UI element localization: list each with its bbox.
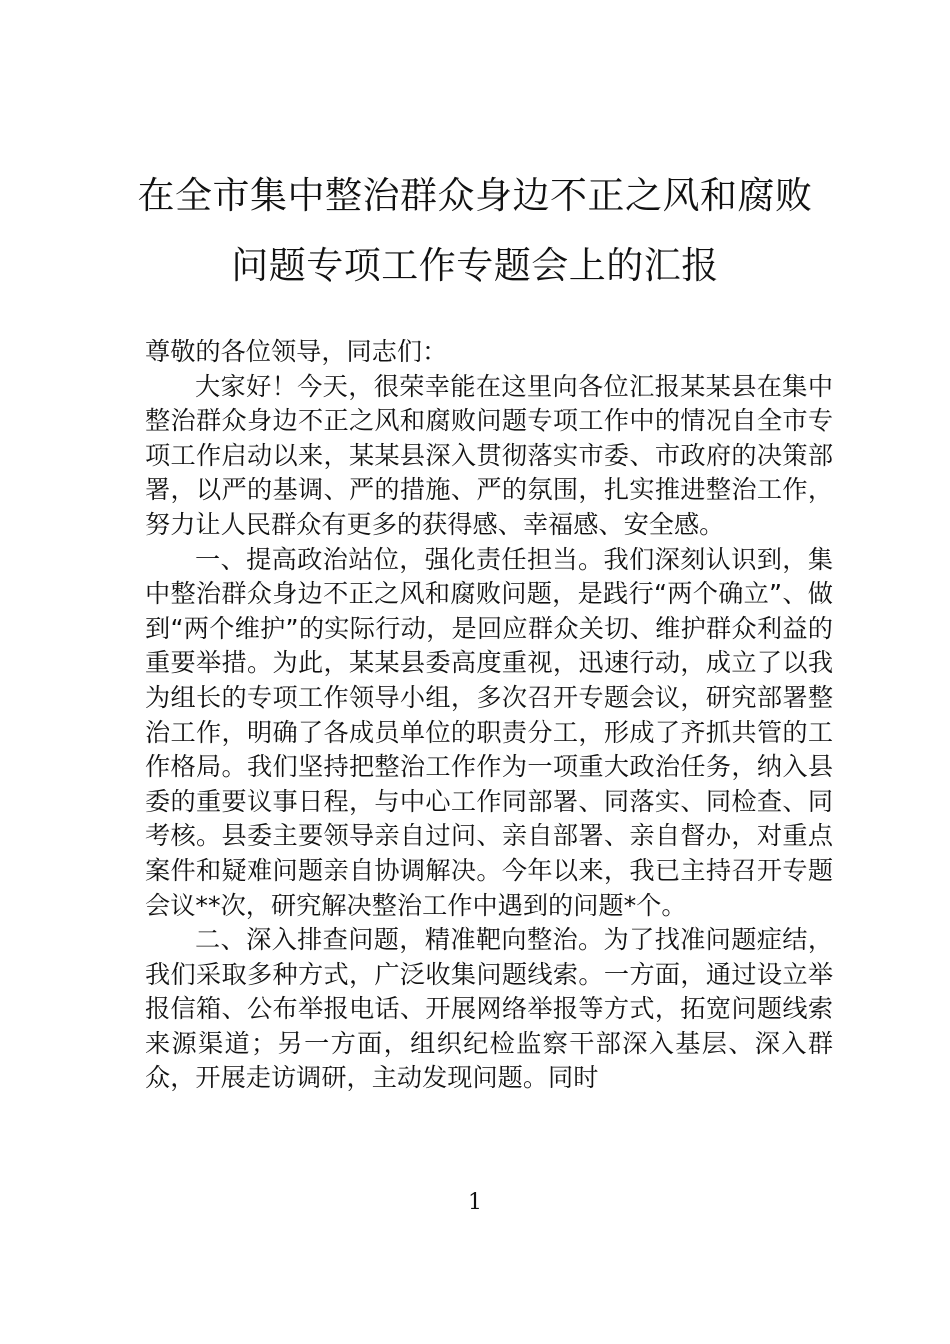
paragraph-section-two: 二、深入排查问题，精准靶向整治。为了找准问题症结，我们采取多种方式，广泛收集问题线索。一方面，通过设立举报信箱、公布举报电话、开展网络举报等方式，拓宽问题线索来源渠道；另一方面，组织纪检监察干部深入基层、深入群众，开展走访调研，主动发现问题。同时 (145, 925, 833, 1093)
document-title-line-2: 问题专项工作专题会上的汇报 (231, 244, 719, 287)
document-title-line-1: 在全市集中整治群众身边不正之风和腐败 (137, 174, 813, 217)
page-number: 1 (468, 1190, 482, 1215)
salutation: 尊敬的各位领导，同志们： (145, 337, 448, 366)
document-body (145, 335, 833, 1096)
paragraph-opening: 大家好！今天，很荣幸能在这里向各位汇报某某县在集中整治群众身边不正之风和腐败问题专项工作中的情况自全市专项工作启动以来，某某县深入贯彻落实市委、市政府的决策部署，以严的基调、严的措施、严的氛围，扎实推进整治工作，努力让人民群众有更多的获得感、幸福感、安全感。 (145, 371, 833, 539)
paragraph-section-one: 一、提高政治站位，强化责任担当。我们深刻认识到，集中整治群众身边不正之风和腐败问题，是践行“两个确立”、做到“两个维护”的实际行动，是回应群众关切、维护群众利益的重要举措。为此，某某县委高度重视，迅速行动，成立了以我为组长的专项工作领导小组，多次召开专题会议，研究部署整治工作，明确了各成员单位的职责分工，形成了齐抓共管的工作格局。我们坚持把整治工作作为一项重大政治任务，纳入县委的重要议事日程，与中心工作同部署、同落实、同检查、同考核。县委主要领导亲自过问、亲自部署、亲自督办，对重点案件和疑难问题亲自协调解决。今年以来，我已主持召开专题会议**次，研究解决整治工作中遇到的问题*个。 (145, 544, 833, 920)
